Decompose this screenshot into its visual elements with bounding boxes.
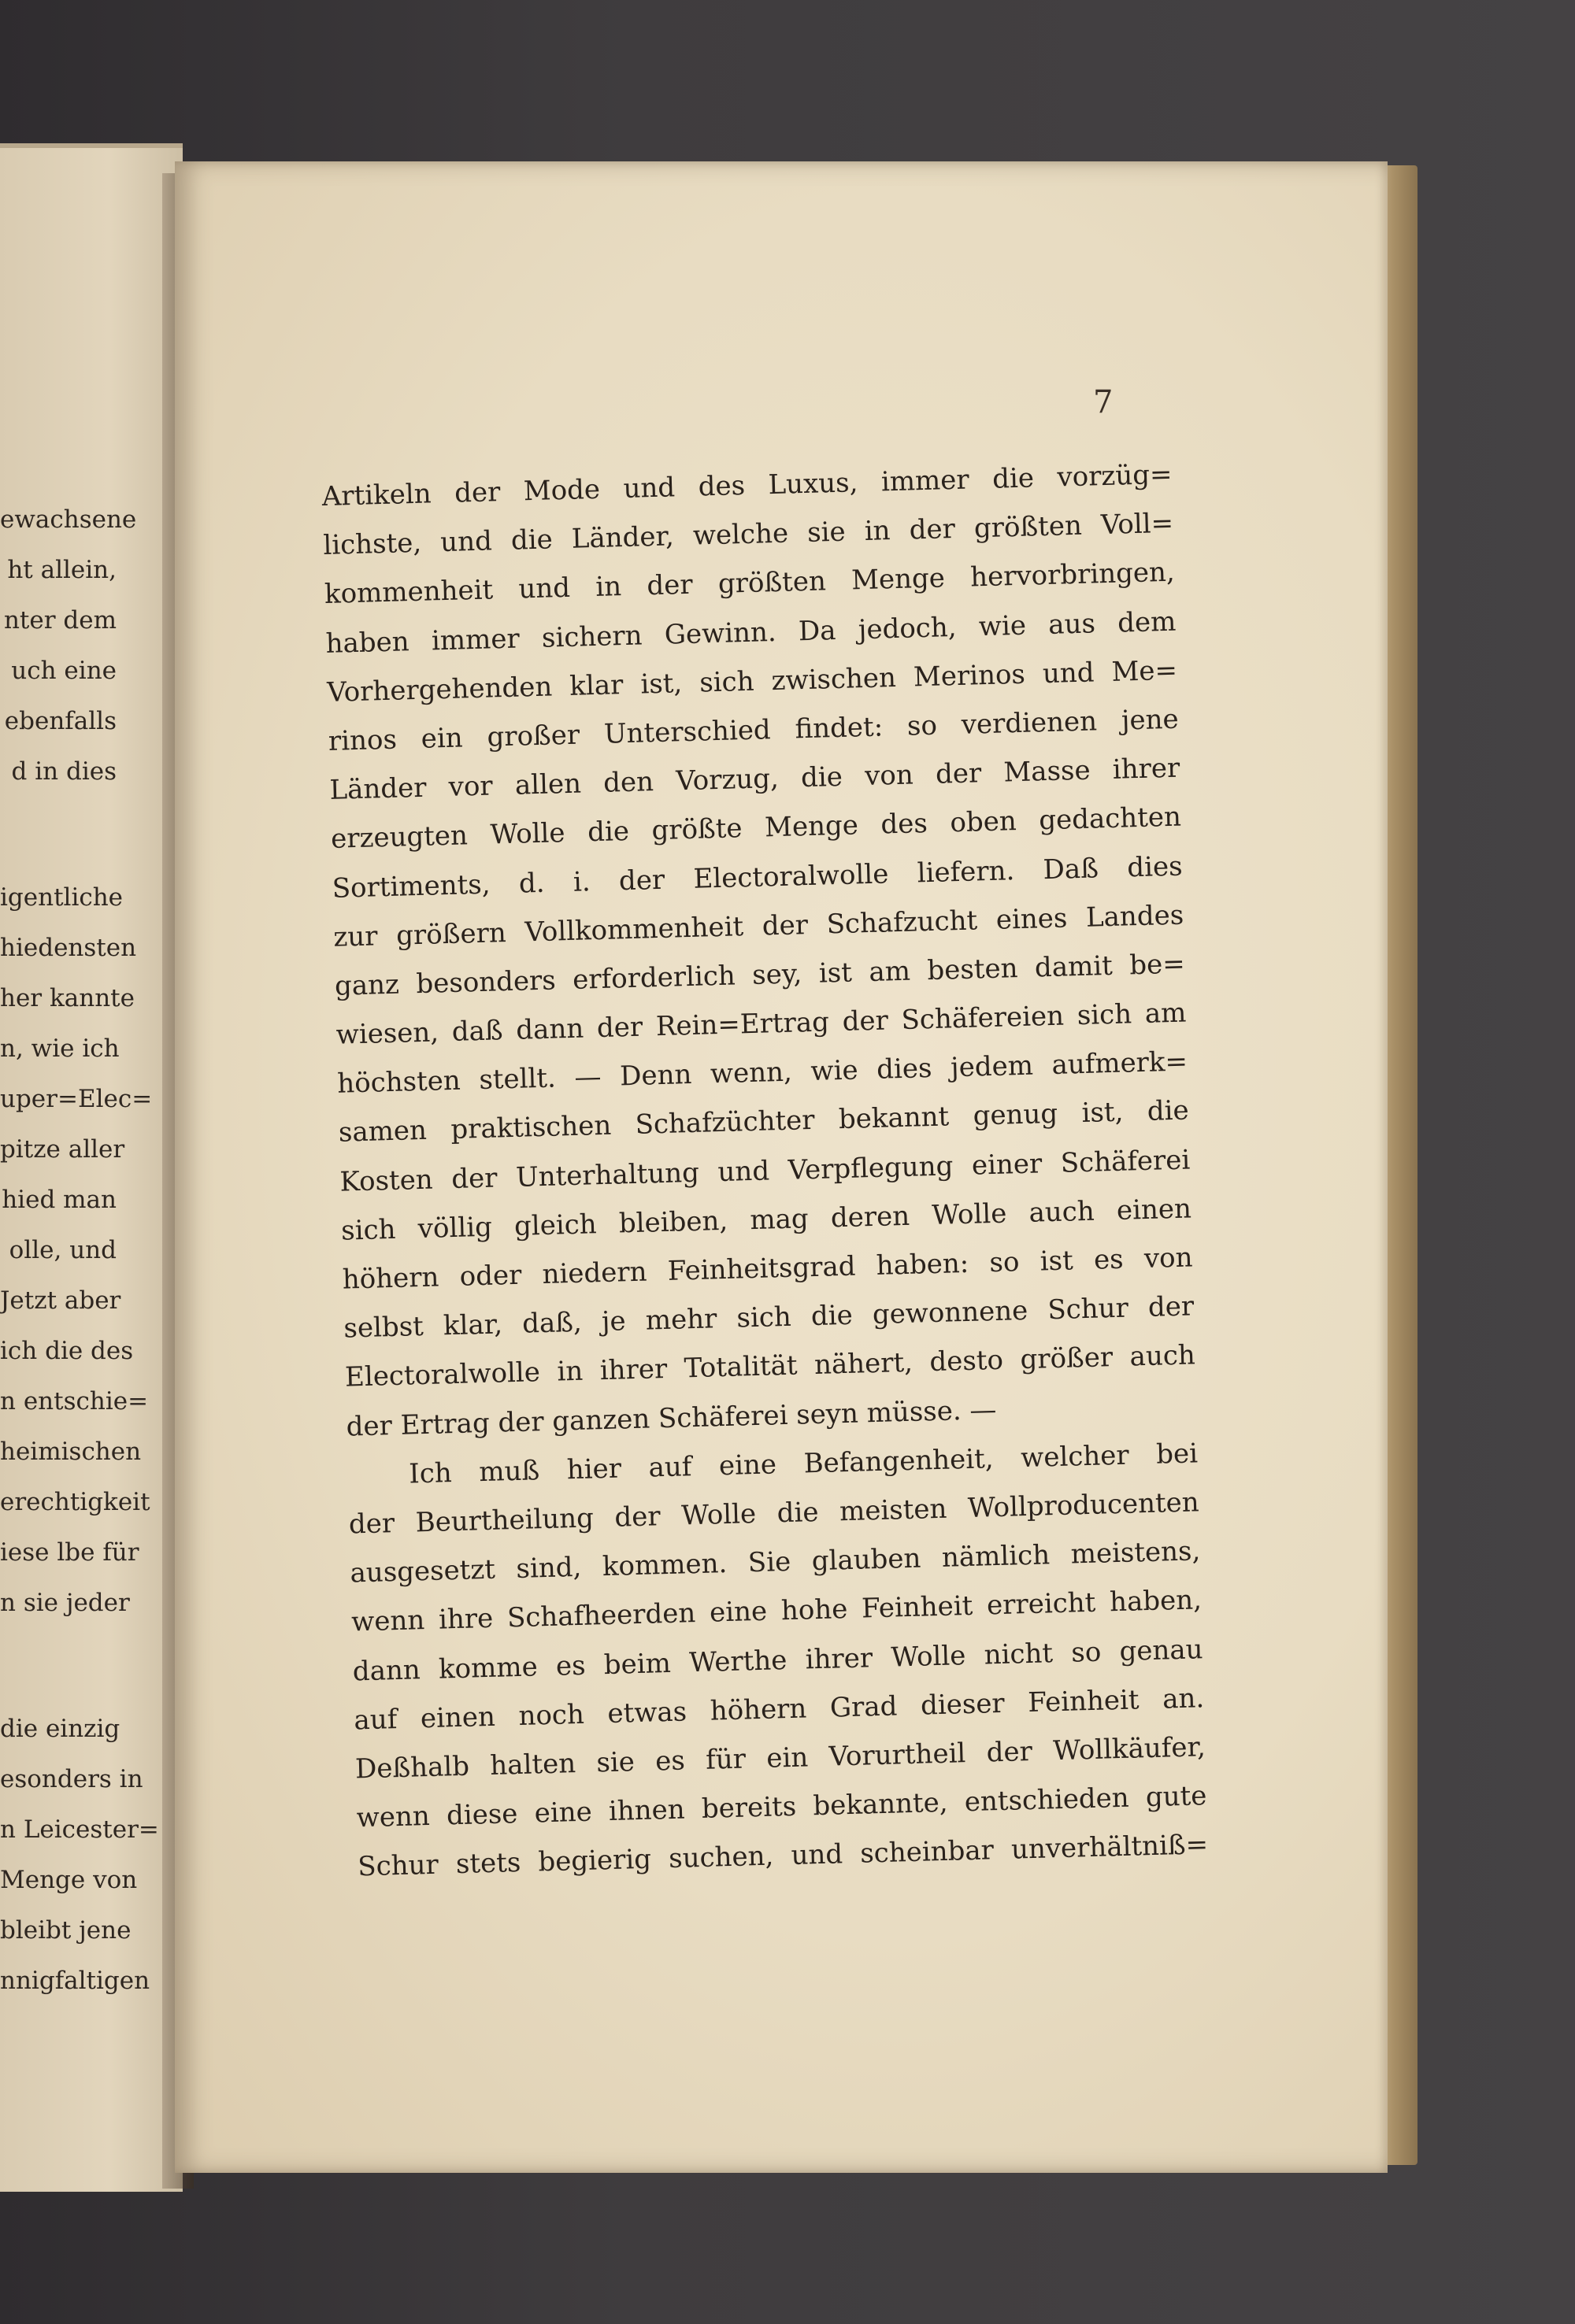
page-number: 7 [1093, 384, 1114, 420]
left-line: uch eine [11, 657, 117, 685]
left-line: n sie jeder [0, 1589, 130, 1617]
text-line: haben immer sichern Gewinn. Da jedoch, wie aus dem [325, 605, 1177, 660]
text-line: der Ertrag der ganzen Schäferei seyn müsse. — [346, 1393, 997, 1443]
text-line: Artikeln der Mode und des Luxus, immer die vorzüg= [321, 458, 1173, 513]
left-line: olle, und [9, 1236, 117, 1264]
text-line: höchsten stellt. — Denn wenn, wie dies jedem aufmerk= [336, 1045, 1188, 1100]
left-page-text [0, 494, 159, 2006]
left-line: ht allein, [7, 556, 117, 584]
text-line: dann komme es beim Werthe ihrer Wolle nicht so genau [352, 1633, 1204, 1687]
text-line: Sortiments, d. i. der Electoralwolle liefern. Daß dies [332, 850, 1183, 905]
left-line: ich die des [0, 1337, 134, 1365]
left-line: die einzig [0, 1715, 120, 1743]
text-line: wenn ihre Schafheerden eine hohe Feinheit erreicht haben, [350, 1584, 1203, 1638]
text-line: Vorhergehenden klar ist, sich zwischen Merinos und Me= [326, 654, 1178, 709]
left-line: n, wie ich [0, 1034, 120, 1063]
left-line: d in dies [11, 757, 117, 786]
left-line: n entschie= [0, 1387, 149, 1415]
text-line: lichste, und die Länder, welche sie in der größten Voll= [322, 507, 1174, 562]
left-line: her kannte [0, 984, 135, 1012]
left-line: nnigfaltigen [0, 1967, 150, 1995]
left-line: uper=Elec= [0, 1085, 153, 1113]
left-line: hied man [2, 1186, 117, 1214]
left-line: heimischen [0, 1438, 142, 1466]
text-line: höhern oder niedern Feinheitsgrad haben: so ist es von [342, 1242, 1194, 1296]
text-line: ausgesetzt sind, kommen. Sie glauben nämlich meistens, [350, 1535, 1201, 1589]
left-line: esonders in [0, 1765, 143, 1793]
text-line: ganz besonders erforderlich sey, ist am besten damit be= [334, 948, 1186, 1002]
left-line: igentliche [0, 883, 124, 912]
text-line: Deßhalb halten sie es für ein Vorurtheil der Wollkäufer, [354, 1731, 1206, 1786]
left-line: Menge von [0, 1866, 138, 1894]
left-line: n Leicester= [0, 1815, 159, 1844]
left-line: ewachsene [0, 505, 137, 534]
left-line: iese lbe für [0, 1538, 139, 1567]
text-line: Schur stets begierig suchen, und scheinbar unverhältniß= [357, 1829, 1209, 1883]
text-line: Ich muß hier auf eine Befangenheit, welcher bei [408, 1438, 1199, 1490]
text-line: wenn diese eine ihnen bereits bekannte, entschieden gute [356, 1780, 1207, 1834]
text-line: samen praktischen Schafzüchter bekannt genug ist, die [338, 1094, 1190, 1149]
left-line: hiedensten [0, 934, 137, 962]
text-line: auf einen noch etwas höhern Grad dieser Feinheit an. [353, 1682, 1205, 1737]
text-line: erzeugten Wolle die größte Menge des oben gedachten [330, 801, 1182, 856]
left-line: Jetzt aber [0, 1286, 121, 1315]
left-line: bleibt jene [0, 1916, 132, 1945]
text-line: Electoralwolle in ihrer Totalität nähert, desto größer auch [344, 1339, 1196, 1393]
left-line-gap [0, 797, 117, 872]
text-line: rinos ein großer Unterschied findet: so verdienen jene [328, 703, 1180, 757]
text-line: sich völlig gleich bleiben, mag deren Wolle auch einen [340, 1193, 1192, 1247]
text-line: der Beurtheilung der Wolle die meisten Wollproducenten [348, 1486, 1200, 1541]
left-line: ebenfalls [4, 707, 117, 735]
text-line: zur größern Vollkommenheit der Schafzucht eines Landes [332, 899, 1184, 953]
text-line: wiesen, daß dann der Rein=Ertrag der Schäfereien sich am [335, 997, 1187, 1051]
page-body-text [321, 450, 1209, 1892]
text-line: kommenheit und in der größten Menge hervorbringen, [324, 557, 1176, 611]
text-line: Länder vor allen den Vorzug, die von der Masse ihrer [329, 752, 1180, 806]
text-line: Kosten der Unterhaltung und Verpflegung einer Schäferei [339, 1144, 1191, 1198]
left-line: nter dem [3, 606, 117, 635]
left-line-gap [0, 1628, 117, 1704]
left-facing-page [0, 143, 183, 2192]
left-line: pitze aller [0, 1135, 125, 1164]
left-line: erechtigkeit [0, 1488, 150, 1516]
text-line: selbst klar, daß, je mehr sich die gewonnene Schur der [343, 1290, 1195, 1345]
